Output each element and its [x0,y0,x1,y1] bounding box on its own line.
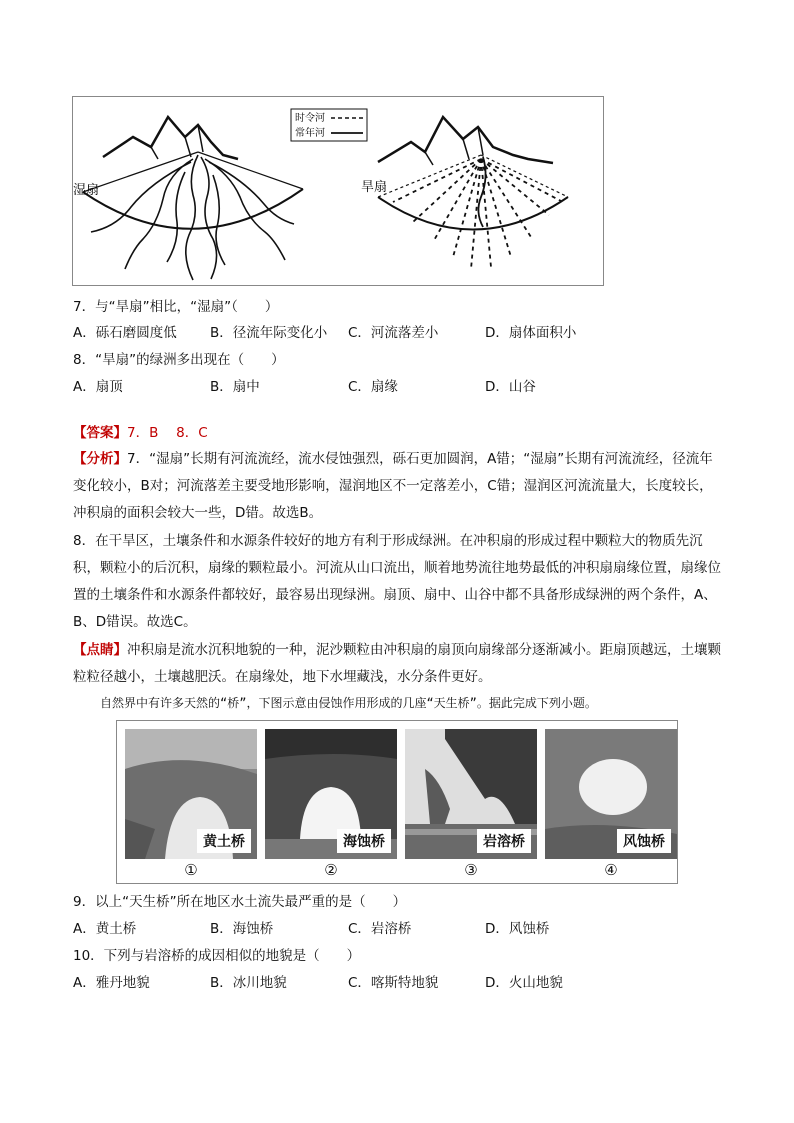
photo-number-2: ② [324,861,338,879]
photo-number-3: ③ [464,861,478,879]
comment [73,637,723,691]
q9-option-c: C．岩溶桥 [348,921,412,937]
label-karst-bridge: 岩溶桥 [477,829,531,853]
photo-loess-bridge [125,729,257,859]
answer-line [73,423,208,443]
q7-option-a: A．砾石磨圆度低 [73,325,177,341]
q8-option-b: B．扇中 [210,379,260,395]
comment-tag: 【点睛】 [73,642,127,658]
q9-option-a: A．黄土桥 [73,921,137,937]
comment-text: 冲积扇是流水沉积地貌的一种，泥沙颗粒由冲积扇的扇顶向扇缘部分逐渐减小。距扇顶越远，土壤颗粒粒径越小，土壤越肥沃。在扇缘处，地下水埋藏浅，水分条件更好。 [73,642,721,685]
q10-option-d: D．火山地貌 [485,975,563,991]
q7-option-b: B．径流年际变化小 [210,325,328,341]
natural-bridges-figure [116,720,678,884]
photo-karst-bridge [405,729,537,859]
alluvial-fan-figure [72,96,604,286]
answer-tag: 【答案】 [73,425,127,441]
analysis-q7-text: 7．“湿扇”长期有河流流经，流水侵蚀强烈，砾石更加圆润，A错；“湿扇”长期有河流流经，径流年变化较小，B对；河流落差主要受地形影响，湿润地区不一定落差小，C错；湿润区河流流量大，长度较长，冲积扇的面积会较大一些，D错。故选B。 [73,451,713,521]
answer-text: 7．B 8．C [127,425,208,441]
alluvial-fan-diagram [73,97,603,285]
q10-option-c: C．喀斯特地貌 [348,975,439,991]
label-wind-bridge: 风蚀桥 [617,829,671,853]
q8-option-a: A．扇顶 [73,379,123,395]
q8-option-d: D．山谷 [485,379,536,395]
legend-perennial-label: 常年河 [295,128,325,139]
photo-number-1: ① [184,861,198,879]
q9-stem: 9．以上“天生桥”所在地区水土流失最严重的是（ ） [73,894,407,910]
legend-seasonal-label: 时令河 [295,113,325,124]
intro-q9-q10: 自然界中有许多天然的“桥”，下图示意由侵蚀作用形成的几座“天生桥”。据此完成下列小题。 [100,696,597,710]
photo-sea-arch [265,729,397,859]
q10-option-b: B．冰川地貌 [210,975,287,991]
q9-option-b: B．海蚀桥 [210,921,274,937]
analysis-q8-text: 8．在干旱区，土壤条件和水源条件较好的地方有利于形成绿洲。在冲积扇的形成过程中颗粒大的物质先沉积，颗粒小的后沉积，扇缘的颗粒最小。河流从山口流出，顺着地势流往地势最低的冲积扇扇缘位置，扇缘位置的土壤条件和水源条件都较好，最容易出现绿洲。扇顶、扇中、山谷中都不具备形成绿洲的两个条件，A、B、D错误。故选C。 [73,533,721,630]
analysis-tag: 【分析】 [73,451,127,467]
q7-option-d: D．扇体面积小 [485,325,577,341]
q10-stem: 10．下列与岩溶桥的成因相似的地貌是（ ） [73,948,361,964]
label-sea-arch: 海蚀桥 [337,829,391,853]
dry-fan-label: 旱扇 [361,179,388,194]
q8-stem: 8．“旱扇”的绿洲多出现在（ ） [73,352,285,368]
photo-wind-bridge [545,729,677,859]
photo-number-4: ④ [604,861,618,879]
q7-stem: 7．与“旱扇”相比，“湿扇”（ ） [73,299,279,315]
wet-fan-label: 湿扇 [73,182,100,197]
analysis-q7 [73,446,723,527]
q7-option-c: C．河流落差小 [348,325,439,341]
q9-option-d: D．风蚀桥 [485,921,550,937]
q10-option-a: A．雅丹地貌 [73,975,150,991]
q8-option-c: C．扇缘 [348,379,398,395]
label-loess-bridge: 黄土桥 [197,829,251,853]
